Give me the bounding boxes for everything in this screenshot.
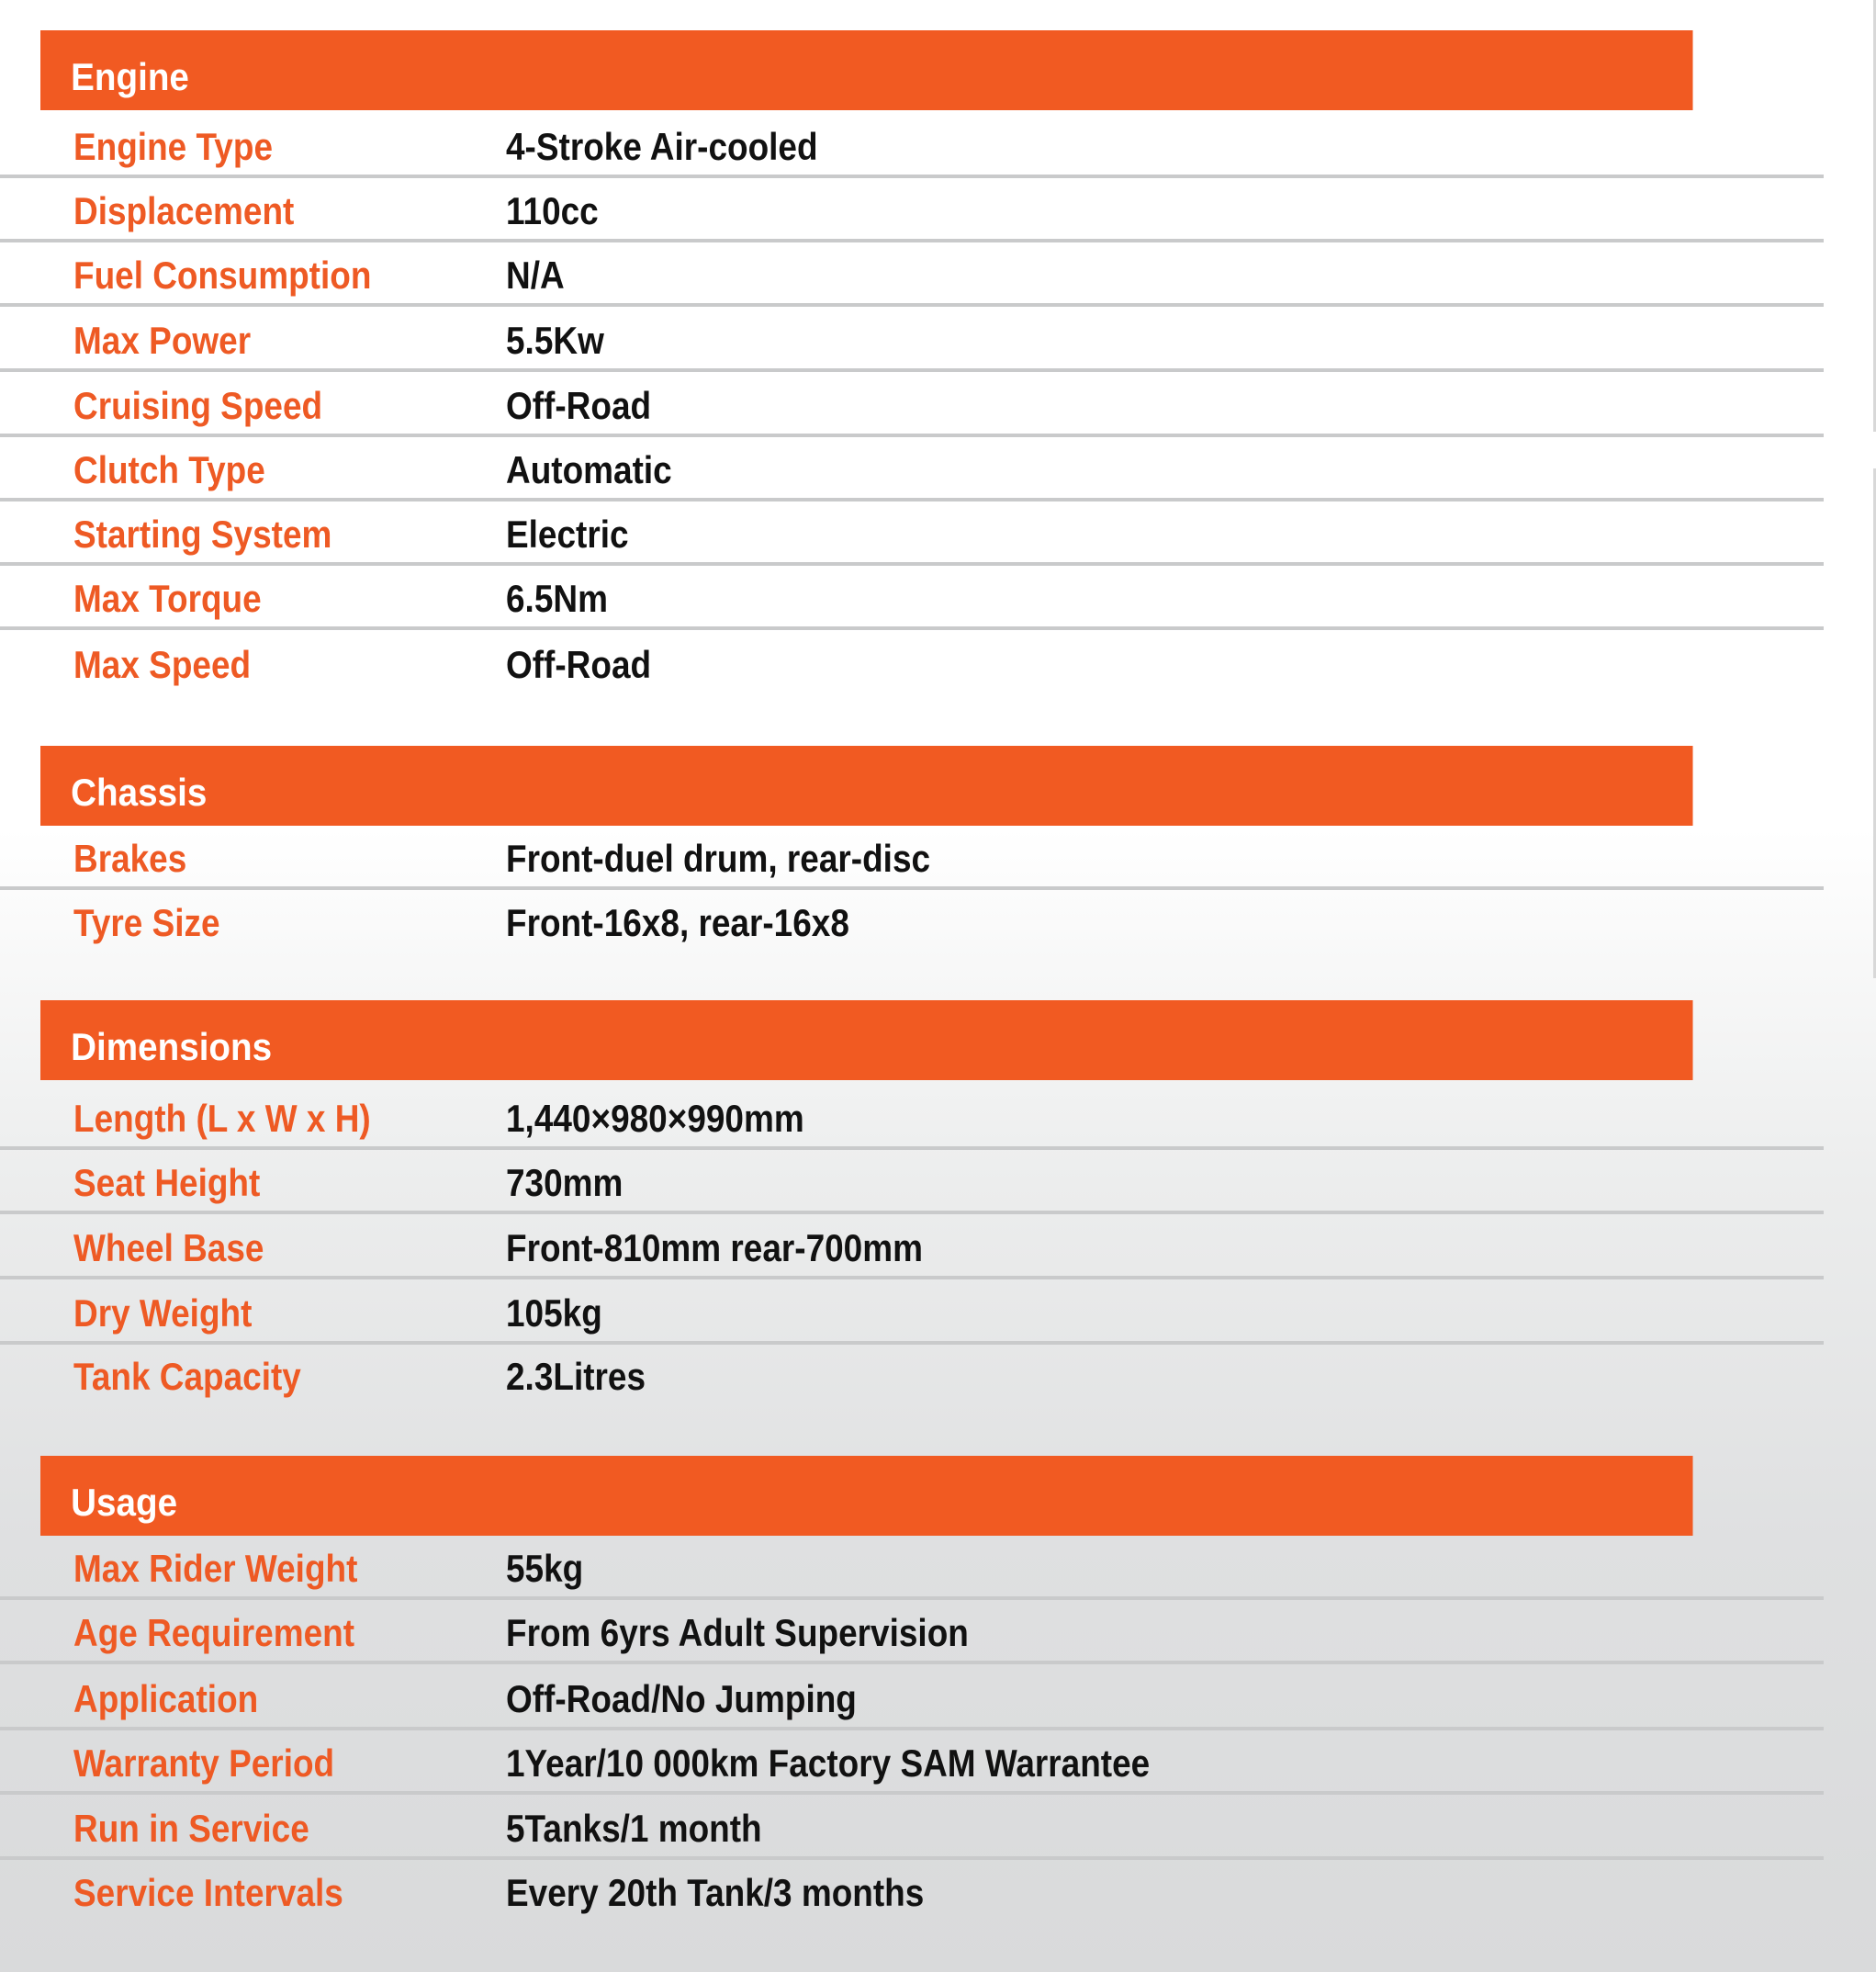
spec-row (0, 373, 1824, 437)
spec-label: Max Speed (73, 643, 252, 686)
spec-value: 110cc (506, 189, 599, 232)
row-divider (0, 1211, 1824, 1214)
spec-row (0, 1666, 1824, 1730)
spec-label: Length (L x W x H) (73, 1097, 371, 1140)
spec-label: Seat Height (73, 1161, 261, 1204)
spec-label: Application (73, 1677, 259, 1720)
spec-value: Front-810mm rear-700mm (506, 1226, 923, 1269)
row-divider (0, 368, 1824, 372)
spec-label: Age Requirement (73, 1611, 355, 1654)
section-title: Engine (71, 55, 189, 98)
spec-value: Automatic (506, 448, 672, 491)
spec-row (0, 1280, 1824, 1345)
spec-value: Front-16x8, rear-16x8 (506, 901, 849, 944)
spec-row (0, 632, 1824, 696)
spec-label: Max Torque (73, 577, 262, 620)
spec-row (0, 1860, 1824, 1924)
spec-label: Starting System (73, 513, 332, 556)
section-header (40, 746, 1693, 826)
spec-row (0, 1600, 1824, 1664)
spec-row (0, 501, 1824, 566)
spec-label: Warranty Period (73, 1741, 335, 1785)
spec-value: 1Year/10 000km Factory SAM Warrantee (506, 1741, 1151, 1785)
spec-label: Brakes (73, 837, 187, 880)
spec-value: Electric (506, 513, 629, 556)
spec-value: Off-Road (506, 384, 652, 427)
spec-row (0, 1536, 1824, 1600)
spec-label: Run in Service (73, 1807, 309, 1850)
spec-label: Tank Capacity (73, 1355, 301, 1398)
spec-row (0, 242, 1824, 307)
spec-label: Service Intervals (73, 1871, 343, 1914)
spec-value: 5Tanks/1 month (506, 1807, 762, 1850)
spec-value: Off-Road (506, 643, 652, 686)
section-title: Chassis (71, 771, 208, 814)
spec-value: 105kg (506, 1291, 602, 1335)
section-title: Usage (71, 1481, 178, 1524)
spec-row (0, 1086, 1824, 1150)
row-divider (0, 1661, 1824, 1664)
spec-value: 4-Stroke Air-cooled (506, 125, 818, 168)
spec-value: 55kg (506, 1547, 584, 1590)
section-header (40, 30, 1693, 110)
spec-value: N/A (506, 254, 565, 297)
spec-row (0, 1150, 1824, 1214)
section-header (40, 1456, 1693, 1536)
spec-label: Max Power (73, 319, 252, 362)
spec-label: Cruising Speed (73, 384, 323, 427)
spec-row (0, 178, 1824, 242)
spec-label: Displacement (73, 189, 295, 232)
spec-value: Front-duel drum, rear-disc (506, 837, 931, 880)
spec-value: Off-Road/No Jumping (506, 1677, 857, 1720)
spec-row (0, 566, 1824, 630)
spec-row (0, 1796, 1824, 1860)
spec-label: Fuel Consumption (73, 254, 372, 297)
spec-row (0, 1215, 1824, 1279)
section-header (40, 1000, 1693, 1080)
spec-value: Every 20th Tank/3 months (506, 1871, 925, 1914)
row-divider (0, 1276, 1824, 1279)
spec-row (0, 1344, 1824, 1408)
spec-label: Dry Weight (73, 1291, 253, 1335)
spec-label: Wheel Base (73, 1226, 264, 1269)
spec-row (0, 826, 1824, 890)
spec-row (0, 308, 1824, 372)
spec-row (0, 437, 1824, 501)
spec-value: 5.5Kw (506, 319, 604, 362)
spec-value: 2.3Litres (506, 1355, 646, 1398)
spec-value: From 6yrs Adult Supervision (506, 1611, 969, 1654)
spec-row (0, 890, 1824, 954)
row-divider (0, 303, 1824, 307)
spec-value: 1,440×980×990mm (506, 1097, 804, 1140)
spec-label: Tyre Size (73, 901, 220, 944)
spec-row (0, 114, 1824, 178)
spec-row (0, 1730, 1824, 1795)
section-title: Dimensions (71, 1025, 273, 1068)
row-divider (0, 1791, 1824, 1795)
spec-label: Clutch Type (73, 448, 265, 491)
spec-label: Max Rider Weight (73, 1547, 358, 1590)
spec-value: 6.5Nm (506, 577, 608, 620)
spec-label: Engine Type (73, 125, 274, 168)
spec-value: 730mm (506, 1161, 623, 1204)
row-divider (0, 626, 1824, 630)
